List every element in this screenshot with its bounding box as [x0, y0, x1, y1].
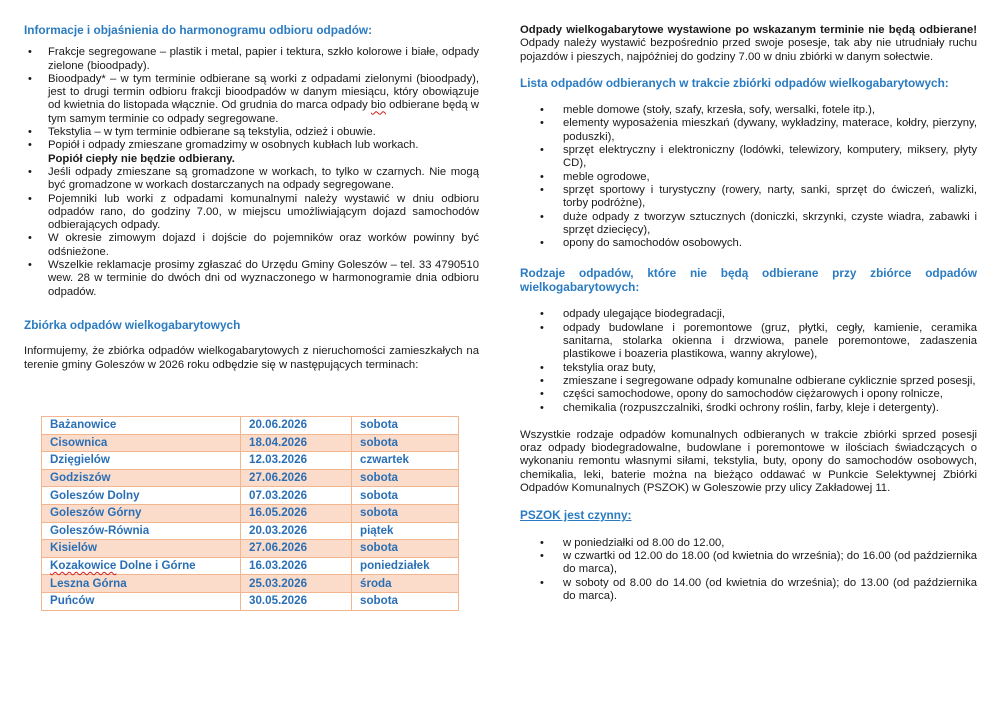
table-row	[42, 575, 459, 593]
list-item: • meble domowe (stoły, szafy, krzesła, sofy, wersalki, fotele itp.),	[520, 104, 977, 117]
village-cell: Godziszów	[42, 469, 241, 487]
list-item: • odpady ulegające biodegradacji,	[520, 308, 977, 321]
table-row	[42, 504, 459, 522]
date-cell: 20.06.2026	[241, 417, 352, 435]
bulky-intro: Informujemy, że zbiórka odpadów wielkogabarytowych z nieruchomości zamieszkałych na terenie gminy Goleszów w 2026 roku odbędzie się w następujących terminach:	[24, 345, 479, 371]
list-item: • elementy wyposażenia mieszkań (dywany, wykładziny, materace, kołdry, pierzyny, poduszki),	[520, 117, 977, 144]
info-list	[24, 46, 479, 299]
list-item: • opony do samochodów osobowych.	[520, 237, 977, 250]
village-cell: Goleszów-Równia	[42, 522, 241, 540]
village-cell: Goleszów Dolny	[42, 487, 241, 505]
table-row	[42, 469, 459, 487]
date-cell: 12.03.2026	[241, 452, 352, 470]
accepted-heading: Lista odpadów odbieranych w trakcie zbiórki odpadów wielkogabarytowych:	[520, 75, 949, 90]
table-row	[42, 434, 459, 452]
date-cell: 25.03.2026	[241, 575, 352, 593]
list-item: • meble ogrodowe,	[520, 171, 977, 184]
date-cell: 16.03.2026	[241, 557, 352, 575]
pszok-info: Wszystkie rodzaje odpadów komunalnych odbieranych w trakcie zbiórki sprzed posesji oraz odpady biodegradowalne, budowlane i poremontowe w ilościach świadczących o wykonaniu remontu własnymi siłami, tekstylia, buty, opony do samochodów osobowych, chemikalia, leki, baterie można na bieżąco oddawać w Punkcie Selektywnej Zbiórki Odpadów Komunalnych (PSZOK) w Goleszowie przy ulicy Zakładowej 11.	[520, 428, 977, 495]
date-cell: 07.03.2026	[241, 487, 352, 505]
schedule-table-body	[42, 417, 459, 611]
schedule-table	[41, 416, 459, 611]
date-cell: 16.05.2026	[241, 504, 352, 522]
weekday-cell: sobota	[352, 469, 459, 487]
list-item: • Wszelkie reklamacje prosimy zgłaszać do Urzędu Gminy Goleszów – tel. 33 4790510 wew. 28 w terminie do dwóch dni od wyznaczonego w harmonogramie dnia odbioru odpadów.	[24, 259, 479, 299]
weekday-cell: środa	[352, 575, 459, 593]
list-item: • Tekstylia – w tym terminie odbierane są tekstylia, odzież i obuwie.	[24, 126, 479, 139]
weekday-cell: sobota	[352, 434, 459, 452]
table-row	[42, 417, 459, 435]
table-row	[42, 487, 459, 505]
list-item: • duże odpady z tworzyw sztucznych (doniczki, skrzynki, czyste wiadra, zabawki i sprzęt dziecięcy),	[520, 211, 977, 238]
right-column	[520, 0, 977, 603]
list-item: • zmieszane i segregowane odpady komunalne odbierane cyklicznie sprzed posesji,	[520, 375, 977, 388]
date-cell: 30.05.2026	[241, 592, 352, 610]
list-item-text: odbierane będą w tym samym terminie co odpady segregowane.	[48, 99, 479, 125]
info-heading: Informacje i objaśnienia do harmonogramu odbioru odpadów:	[24, 23, 373, 37]
list-item: • Frakcje segregowane – plastik i metal, papier i tektura, szkło kolorowe i białe, odpady zielone (bioodpady).	[24, 46, 479, 73]
warning-text: Popiół ciepły nie będzie odbierany.	[48, 152, 235, 165]
list-item: • chemikalia (rozpuszczalniki, środki ochrony roślin, farby, kleje i detergenty).	[520, 402, 977, 415]
list-item: • Pojemniki lub worki z odpadami komunalnymi należy wystawić w dniu odbioru odpadów rano, do godziny 7.00, w miejscu umożliwiającym dojazd samochodów odbierających odpady.	[24, 193, 479, 233]
list-item: • części samochodowe, opony do samochodów ciężarowych i opony rolnicze,	[520, 388, 977, 401]
warning-text: Odpady należy wystawić bezpośrednio przed swoje posesje, tak aby nie utrudniały ruchu pojazdów i pieszych, najpóźniej do godziny 7.00 w dniu zbiórki w danym sołectwie.	[520, 37, 977, 63]
list-item: • w soboty od 8.00 do 14.00 (od kwietnia do września); do 13.00 (od października do marca).	[520, 577, 977, 604]
village-cell: Bażanowice	[42, 417, 241, 435]
village-name-rest: Dolne i Górne	[116, 559, 196, 573]
village-cell	[42, 557, 241, 575]
list-item	[24, 73, 479, 126]
bulky-heading: Zbiórka odpadów wielkogabarytowych	[24, 317, 241, 332]
list-item	[24, 139, 479, 166]
list-item: • odpady budowlane i poremontowe (gruz, płytki, cegły, kamienie, ceramika sanitarna, stolarka okienna i drzwiowa, panele poremontowe, zadaszenia plastikowe i boazeria plastikowa, wanny akrylowe),	[520, 322, 977, 362]
list-item: • sprzęt sportowy i turystyczny (rowery, narty, sanki, sprzęt do ćwiczeń, walizki, torby podróżne),	[520, 184, 977, 211]
spellcheck-flagged-word: bio	[370, 99, 386, 112]
warning-bold: Odpady wielkogabarytowe wystawione po wskazanym terminie nie będą odbierane!	[520, 24, 977, 36]
weekday-cell: sobota	[352, 504, 459, 522]
date-cell: 27.06.2026	[241, 540, 352, 558]
weekday-cell: poniedziałek	[352, 557, 459, 575]
village-cell: Dzięgielów	[42, 452, 241, 470]
bulky-warning	[520, 24, 977, 64]
list-item: • W okresie zimowym dojazd i dojście do pojemników oraz worków powinny być odśnieżone.	[24, 232, 479, 259]
pszok-hours-list	[520, 537, 977, 603]
list-item: • sprzęt elektryczny i elektroniczny (lodówki, telewizory, komputery, miksery, płyty CD),	[520, 144, 977, 171]
village-cell: Puńców	[42, 592, 241, 610]
accepted-list	[520, 104, 977, 250]
table-row	[42, 522, 459, 540]
date-cell: 18.04.2026	[241, 434, 352, 452]
weekday-cell: sobota	[352, 487, 459, 505]
list-item-text: Bioodpady* – w tym terminie odbierane są worki z odpadami zielonymi (bioodpady), jest to drugi termin odbioru frakcji bioodpadów w danym miesiącu, który obowiązuje od kwietnia do listopada włącznie. Od grudnia do marca odpady	[48, 72, 479, 112]
rejected-list	[520, 308, 977, 414]
table-row	[42, 452, 459, 470]
weekday-cell: czwartek	[352, 452, 459, 470]
list-item: • Jeśli odpady zmieszane są gromadzone w workach, to tylko w czarnych. Nie mogą być gromadzone w workach dostarczanych na odpady segregowane.	[24, 166, 479, 193]
table-row	[42, 540, 459, 558]
pszok-heading: PSZOK jest czynny:	[520, 508, 632, 523]
date-cell: 20.03.2026	[241, 522, 352, 540]
weekday-cell: sobota	[352, 540, 459, 558]
village-cell: Goleszów Górny	[42, 504, 241, 522]
weekday-cell: sobota	[352, 592, 459, 610]
date-cell: 27.06.2026	[241, 469, 352, 487]
left-column	[24, 0, 479, 608]
list-item: • tekstylia oraz buty,	[520, 362, 977, 375]
list-item-text: Popiół i odpady zmieszane gromadzimy w osobnych kubłach lub workach.	[48, 139, 419, 152]
village-cell: Kisielów	[42, 540, 241, 558]
weekday-cell: sobota	[352, 417, 459, 435]
table-row	[42, 557, 459, 575]
list-item: • w czwartki od 12.00 do 18.00 (od kwietnia do września); do 16.00 (od października do marca),	[520, 550, 977, 577]
village-cell: Leszna Górna	[42, 575, 241, 593]
list-item: • w poniedziałki od 8.00 do 12.00,	[520, 537, 977, 550]
weekday-cell: piątek	[352, 522, 459, 540]
table-row	[42, 592, 459, 610]
spellcheck-flagged-word: Kozakowice	[50, 559, 117, 573]
rejected-heading: Rodzaje odpadów, które nie będą odbierane przy zbiórce odpadów wielkogabarytowych:	[520, 266, 977, 295]
village-cell: Cisownica	[42, 434, 241, 452]
